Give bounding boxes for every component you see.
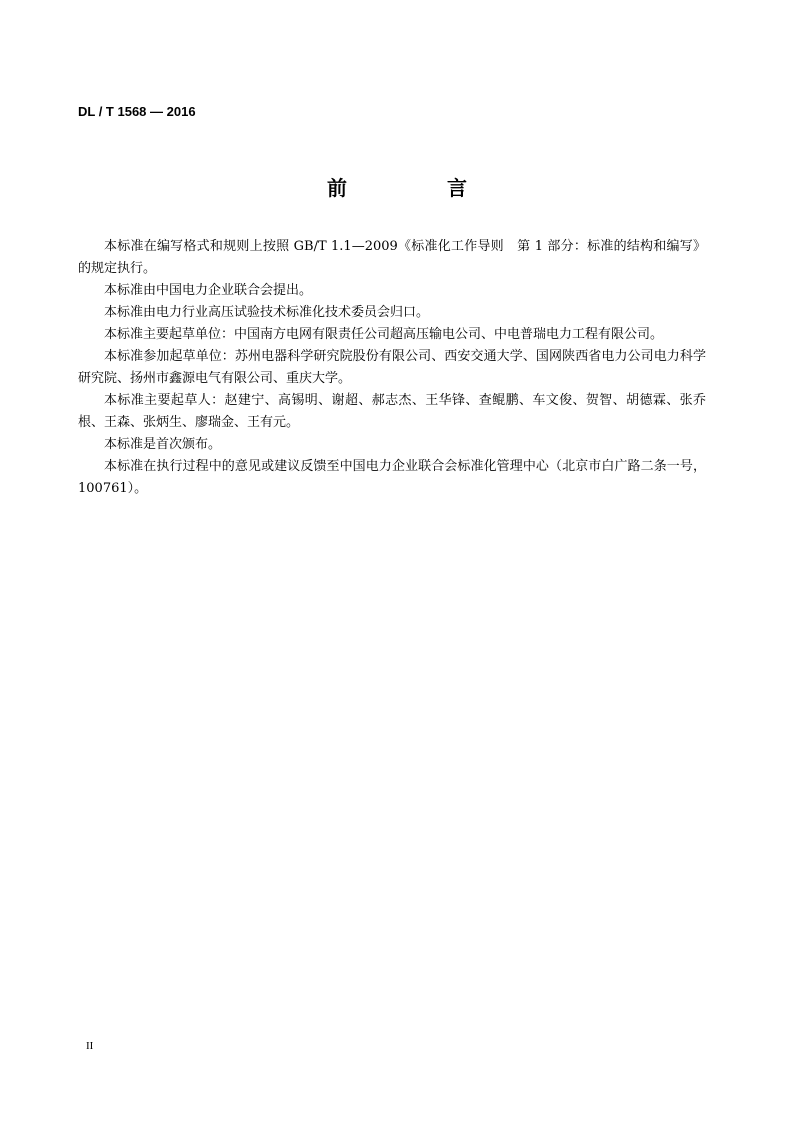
paragraph-first-issue: 本标准是首次颁布。	[104, 437, 222, 452]
paragraph-proposer: 本标准由中国电力企业联合会提出。	[104, 283, 313, 298]
page-number: II	[86, 1040, 94, 1052]
standard-code: DL / T 1568 — 2016	[78, 104, 196, 119]
paragraph-feedback: 本标准在执行过程中的意见或建议反馈至中国电力企业联合会标准化管理中心（北京市白广路二条一号，100761）。	[78, 459, 706, 496]
paragraph-format-rules: 本标准在编写格式和规则上按照 GB/T 1.1—2009《标准化工作导则 第 1 部分：标准的结构和编写》的规定执行。	[78, 239, 706, 276]
paragraph-main-drafters: 本标准主要起草人：赵建宁、高锡明、谢超、郝志杰、王华锋、查鲲鹏、车文俊、贺智、胡德霖、张乔根、王森、张炳生、廖瑞金、王有元。	[78, 393, 706, 430]
paragraph-main-drafting-units: 本标准主要起草单位：中国南方电网有限责任公司超高压输电公司、中电普瑞电力工程有限公司。	[104, 327, 664, 342]
paragraph-participating-units: 本标准参加起草单位：苏州电器科学研究院股份有限公司、西安交通大学、国网陕西省电力公司电力科学研究院、扬州市鑫源电气有限公司、重庆大学。	[78, 349, 706, 386]
foreword-body	[78, 236, 706, 500]
page-title: 前 言	[327, 176, 507, 200]
paragraph-administrator: 本标准由电力行业高压试验技术标准化技术委员会归口。	[104, 305, 430, 320]
